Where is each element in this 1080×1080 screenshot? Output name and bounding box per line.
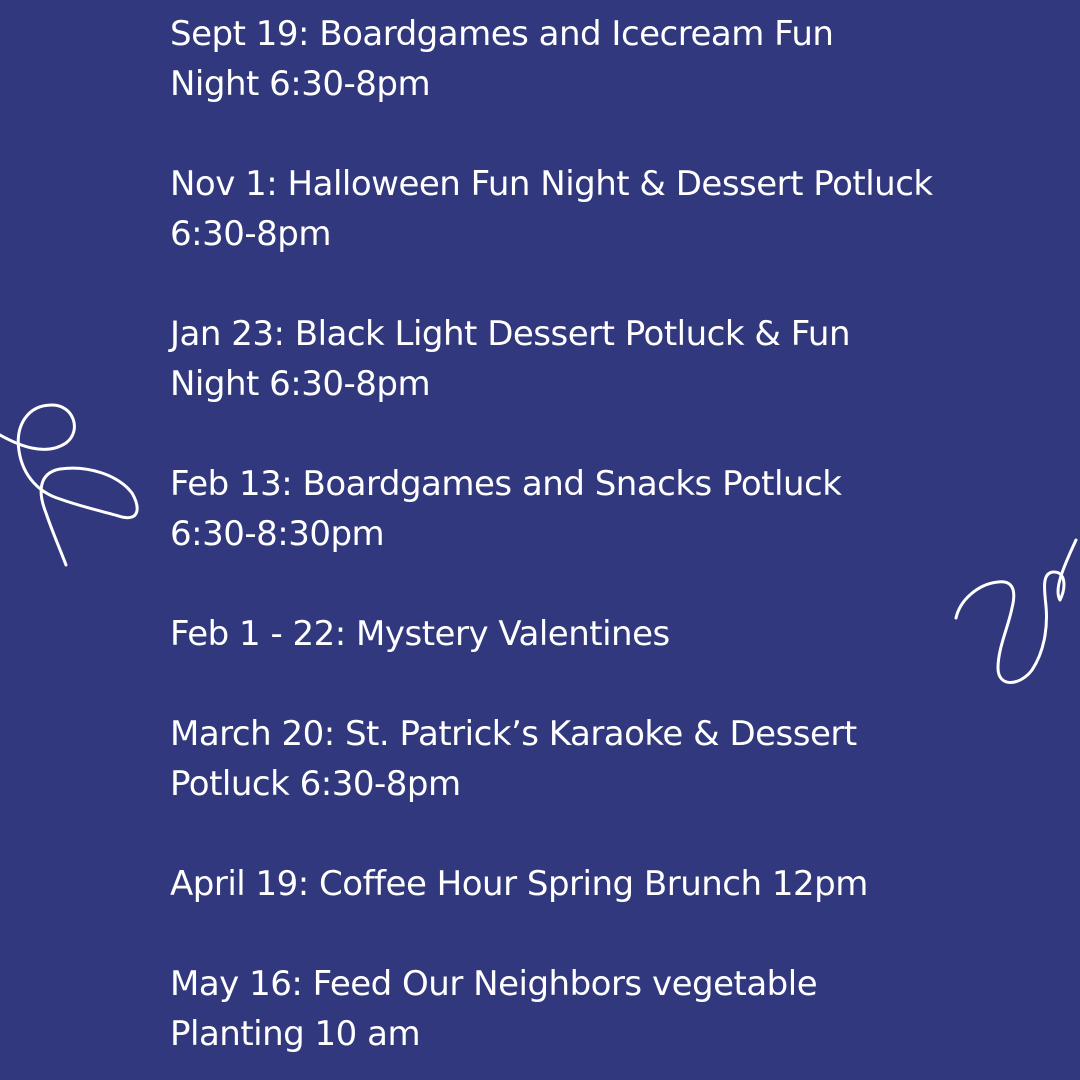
squiggle-decoration-left: [0, 395, 145, 575]
event-line: Feb 13: Boardgames and Snacks Potluck: [170, 464, 842, 504]
event-line: Potluck 6:30-8pm: [170, 764, 461, 804]
event-line: Feb 1 - 22: Mystery Valentines: [170, 614, 670, 654]
event-item: [170, 9, 1050, 109]
event-line: April 19: Coffee Hour Spring Brunch 12pm: [170, 864, 868, 904]
event-item: [170, 309, 1050, 409]
event-list: [170, 9, 1050, 1059]
event-line: Sept 19: Boardgames and Icecream Fun: [170, 14, 834, 54]
event-item: [170, 709, 1050, 809]
event-line: Planting 10 am: [170, 1014, 421, 1054]
event-line: Night 6:30-8pm: [170, 364, 431, 404]
event-line: May 16: Feed Our Neighbors vegetable: [170, 964, 818, 1004]
event-line: Night 6:30-8pm: [170, 64, 431, 104]
event-item: [170, 159, 1050, 259]
event-item: [170, 859, 1050, 909]
event-item: [170, 959, 1050, 1059]
event-item: [170, 459, 1050, 559]
event-line: Jan 23: Black Light Dessert Potluck & Fun: [170, 314, 850, 354]
event-line: Nov 1: Halloween Fun Night & Dessert Potluck: [170, 164, 933, 204]
event-line: March 20: St. Patrick’s Karaoke & Dessert: [170, 714, 857, 754]
event-item: [170, 609, 1050, 659]
event-line: 6:30-8:30pm: [170, 514, 385, 554]
event-line: 6:30-8pm: [170, 214, 331, 254]
